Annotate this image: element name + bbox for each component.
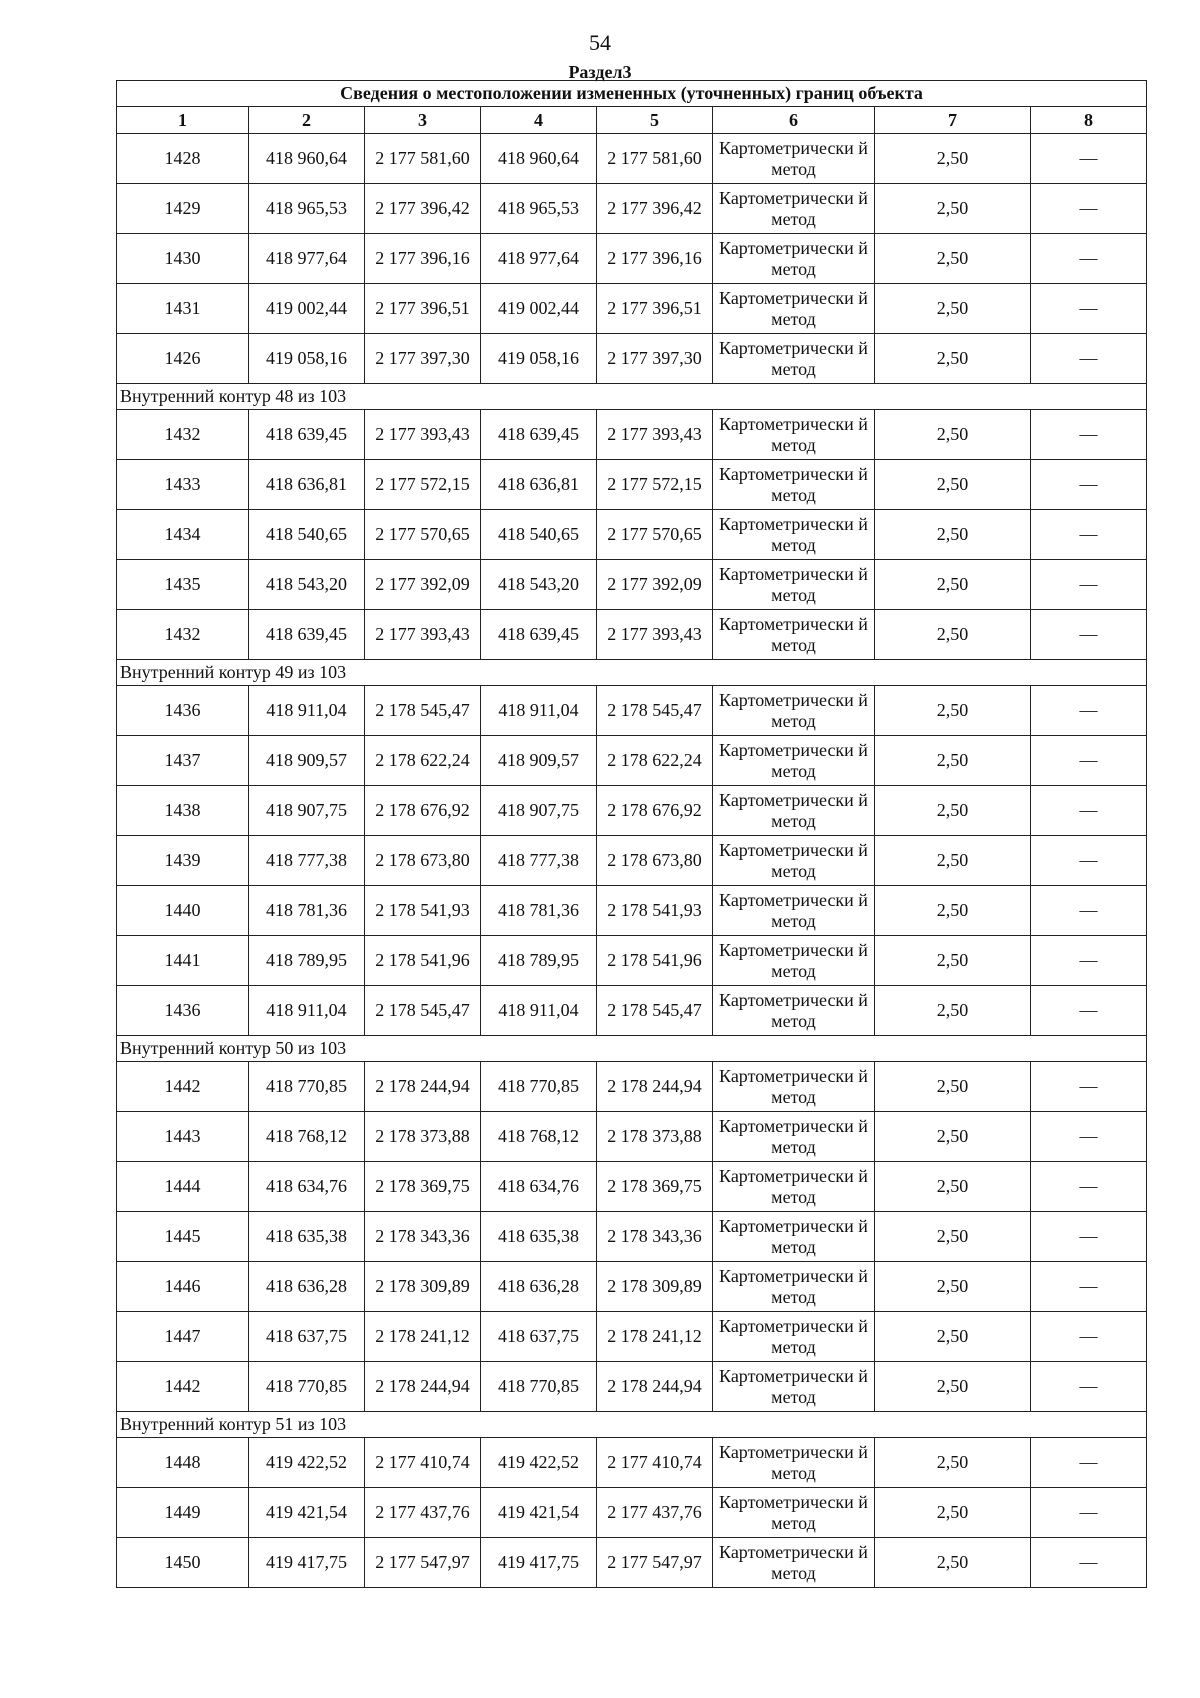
table-row: [117, 986, 1147, 1036]
point-number-cell: 1442: [117, 1062, 249, 1112]
y-new-cell: 2 178 244,94: [597, 1062, 713, 1112]
accuracy-cell: 2,50: [875, 510, 1031, 560]
x-old-cell: 418 636,28: [249, 1262, 365, 1312]
point-number-cell: 1440: [117, 886, 249, 936]
table-row: [117, 334, 1147, 384]
x-old-cell: 418 977,64: [249, 234, 365, 284]
point-number-cell: 1430: [117, 234, 249, 284]
column-number-header: 4: [481, 107, 597, 134]
accuracy-cell: 2,50: [875, 986, 1031, 1036]
method-cell: Картометрически й метод: [713, 1312, 875, 1362]
method-cell: Картометрически й метод: [713, 936, 875, 986]
y-old-cell: 2 178 369,75: [365, 1162, 481, 1212]
contour-label: Внутренний контур 50 из 103: [117, 1036, 1147, 1062]
method-cell: Картометрически й метод: [713, 134, 875, 184]
y-new-cell: 2 177 392,09: [597, 560, 713, 610]
point-number-cell: 1443: [117, 1112, 249, 1162]
x-new-cell: 418 639,45: [481, 610, 597, 660]
x-old-cell: 418 770,85: [249, 1062, 365, 1112]
y-new-cell: 2 178 541,96: [597, 936, 713, 986]
y-old-cell: 2 178 676,92: [365, 786, 481, 836]
x-new-cell: 418 909,57: [481, 736, 597, 786]
table-row: [117, 234, 1147, 284]
contour-header-row: [117, 1036, 1147, 1062]
accuracy-cell: 2,50: [875, 234, 1031, 284]
point-number-cell: 1436: [117, 686, 249, 736]
x-old-cell: 418 639,45: [249, 610, 365, 660]
contour-header-row: [117, 1412, 1147, 1438]
y-new-cell: 2 178 309,89: [597, 1262, 713, 1312]
x-new-cell: 418 637,75: [481, 1312, 597, 1362]
description-cell: —: [1031, 460, 1147, 510]
table-row: [117, 184, 1147, 234]
method-cell: Картометрически й метод: [713, 284, 875, 334]
method-cell: Картометрически й метод: [713, 1162, 875, 1212]
method-cell: Картометрически й метод: [713, 1538, 875, 1588]
y-old-cell: 2 177 547,97: [365, 1538, 481, 1588]
point-number-cell: 1432: [117, 410, 249, 460]
x-old-cell: 418 960,64: [249, 134, 365, 184]
accuracy-cell: 2,50: [875, 1112, 1031, 1162]
point-number-cell: 1428: [117, 134, 249, 184]
table-row: [117, 786, 1147, 836]
y-old-cell: 2 178 673,80: [365, 836, 481, 886]
x-new-cell: 418 977,64: [481, 234, 597, 284]
table-row: [117, 886, 1147, 936]
method-cell: Картометрически й метод: [713, 460, 875, 510]
x-new-cell: 419 002,44: [481, 284, 597, 334]
y-old-cell: 2 177 393,43: [365, 610, 481, 660]
method-cell: Картометрически й метод: [713, 560, 875, 610]
method-cell: Картометрически й метод: [713, 410, 875, 460]
x-new-cell: 418 770,85: [481, 1062, 597, 1112]
y-new-cell: 2 178 545,47: [597, 986, 713, 1036]
y-old-cell: 2 177 396,51: [365, 284, 481, 334]
description-cell: —: [1031, 686, 1147, 736]
y-old-cell: 2 177 437,76: [365, 1488, 481, 1538]
y-new-cell: 2 177 410,74: [597, 1438, 713, 1488]
x-old-cell: 419 417,75: [249, 1538, 365, 1588]
point-number-cell: 1429: [117, 184, 249, 234]
method-cell: Картометрически й метод: [713, 686, 875, 736]
description-cell: —: [1031, 560, 1147, 610]
y-old-cell: 2 178 545,47: [365, 986, 481, 1036]
description-cell: —: [1031, 134, 1147, 184]
x-old-cell: 418 965,53: [249, 184, 365, 234]
x-new-cell: 418 636,28: [481, 1262, 597, 1312]
point-number-cell: 1449: [117, 1488, 249, 1538]
accuracy-cell: 2,50: [875, 1062, 1031, 1112]
contour-header-row: [117, 384, 1147, 410]
table-row: [117, 1212, 1147, 1262]
point-number-cell: 1434: [117, 510, 249, 560]
x-old-cell: 418 911,04: [249, 986, 365, 1036]
description-cell: —: [1031, 1362, 1147, 1412]
y-new-cell: 2 178 244,94: [597, 1362, 713, 1412]
method-cell: Картометрически й метод: [713, 786, 875, 836]
description-cell: —: [1031, 786, 1147, 836]
point-number-cell: 1445: [117, 1212, 249, 1262]
table-row: [117, 736, 1147, 786]
table-row: [117, 936, 1147, 986]
accuracy-cell: 2,50: [875, 786, 1031, 836]
section-title: Раздел3: [568, 62, 632, 82]
point-number-cell: 1433: [117, 460, 249, 510]
y-old-cell: 2 178 241,12: [365, 1312, 481, 1362]
table-row: [117, 1538, 1147, 1588]
description-cell: —: [1031, 736, 1147, 786]
y-new-cell: 2 178 373,88: [597, 1112, 713, 1162]
y-new-cell: 2 177 570,65: [597, 510, 713, 560]
contour-label: Внутренний контур 51 из 103: [117, 1412, 1147, 1438]
table-row: [117, 1488, 1147, 1538]
point-number-cell: 1432: [117, 610, 249, 660]
point-number-cell: 1442: [117, 1362, 249, 1412]
point-number-cell: 1444: [117, 1162, 249, 1212]
x-old-cell: 418 635,38: [249, 1212, 365, 1262]
description-cell: —: [1031, 1488, 1147, 1538]
method-cell: Картометрически й метод: [713, 334, 875, 384]
method-cell: Картометрически й метод: [713, 1488, 875, 1538]
y-new-cell: 2 178 541,93: [597, 886, 713, 936]
point-number-cell: 1448: [117, 1438, 249, 1488]
accuracy-cell: 2,50: [875, 410, 1031, 460]
y-new-cell: 2 177 393,43: [597, 410, 713, 460]
point-number-cell: 1436: [117, 986, 249, 1036]
x-old-cell: 418 639,45: [249, 410, 365, 460]
x-old-cell: 419 058,16: [249, 334, 365, 384]
method-cell: Картометрически й метод: [713, 510, 875, 560]
x-new-cell: 418 911,04: [481, 986, 597, 1036]
accuracy-cell: 2,50: [875, 134, 1031, 184]
method-cell: Картометрически й метод: [713, 736, 875, 786]
table-row: [117, 686, 1147, 736]
x-old-cell: 418 907,75: [249, 786, 365, 836]
y-old-cell: 2 178 622,24: [365, 736, 481, 786]
x-new-cell: 419 058,16: [481, 334, 597, 384]
y-new-cell: 2 177 396,42: [597, 184, 713, 234]
y-old-cell: 2 178 373,88: [365, 1112, 481, 1162]
x-new-cell: 418 639,45: [481, 410, 597, 460]
x-old-cell: 419 421,54: [249, 1488, 365, 1538]
description-cell: —: [1031, 610, 1147, 660]
x-new-cell: 418 789,95: [481, 936, 597, 986]
description-cell: —: [1031, 1262, 1147, 1312]
y-old-cell: 2 177 397,30: [365, 334, 481, 384]
description-cell: —: [1031, 1062, 1147, 1112]
table-row: [117, 134, 1147, 184]
y-old-cell: 2 177 570,65: [365, 510, 481, 560]
description-cell: —: [1031, 936, 1147, 986]
method-cell: Картометрически й метод: [713, 1112, 875, 1162]
description-cell: —: [1031, 184, 1147, 234]
table-caption-row: [117, 81, 1147, 107]
table-row: [117, 410, 1147, 460]
y-new-cell: 2 178 676,92: [597, 786, 713, 836]
contour-header-row: [117, 660, 1147, 686]
y-new-cell: 2 178 673,80: [597, 836, 713, 886]
point-number-cell: 1441: [117, 936, 249, 986]
x-old-cell: 419 422,52: [249, 1438, 365, 1488]
x-old-cell: 418 540,65: [249, 510, 365, 560]
x-old-cell: 418 770,85: [249, 1362, 365, 1412]
table-caption: Сведения о местоположении измененных (уточненных) границ объекта: [117, 81, 1147, 107]
y-old-cell: 2 178 244,94: [365, 1362, 481, 1412]
accuracy-cell: 2,50: [875, 1212, 1031, 1262]
y-new-cell: 2 177 396,16: [597, 234, 713, 284]
y-old-cell: 2 178 309,89: [365, 1262, 481, 1312]
method-cell: Картометрически й метод: [713, 610, 875, 660]
y-new-cell: 2 178 622,24: [597, 736, 713, 786]
accuracy-cell: 2,50: [875, 736, 1031, 786]
x-new-cell: 418 965,53: [481, 184, 597, 234]
table-row: [117, 1362, 1147, 1412]
table-row: [117, 1312, 1147, 1362]
y-old-cell: 2 177 393,43: [365, 410, 481, 460]
accuracy-cell: 2,50: [875, 1162, 1031, 1212]
table-row: [117, 510, 1147, 560]
y-old-cell: 2 177 572,15: [365, 460, 481, 510]
point-number-cell: 1426: [117, 334, 249, 384]
column-number-header: 1: [117, 107, 249, 134]
accuracy-cell: 2,50: [875, 1488, 1031, 1538]
x-new-cell: 418 768,12: [481, 1112, 597, 1162]
x-old-cell: 418 909,57: [249, 736, 365, 786]
x-new-cell: 419 422,52: [481, 1438, 597, 1488]
y-old-cell: 2 178 545,47: [365, 686, 481, 736]
x-old-cell: 418 789,95: [249, 936, 365, 986]
contour-label: Внутренний контур 48 из 103: [117, 384, 1147, 410]
page-number: 54: [589, 30, 611, 55]
y-old-cell: 2 177 396,16: [365, 234, 481, 284]
x-new-cell: 418 911,04: [481, 686, 597, 736]
description-cell: —: [1031, 510, 1147, 560]
x-old-cell: 418 543,20: [249, 560, 365, 610]
method-cell: Картометрически й метод: [713, 1262, 875, 1312]
y-new-cell: 2 177 396,51: [597, 284, 713, 334]
x-new-cell: 418 636,81: [481, 460, 597, 510]
accuracy-cell: 2,50: [875, 686, 1031, 736]
method-cell: Картометрически й метод: [713, 1212, 875, 1262]
y-new-cell: 2 178 241,12: [597, 1312, 713, 1362]
x-new-cell: 419 421,54: [481, 1488, 597, 1538]
method-cell: Картометрически й метод: [713, 1438, 875, 1488]
description-cell: —: [1031, 1112, 1147, 1162]
column-number-header: 7: [875, 107, 1031, 134]
description-cell: —: [1031, 986, 1147, 1036]
table-row: [117, 1062, 1147, 1112]
table-row: [117, 1438, 1147, 1488]
column-number-header: 6: [713, 107, 875, 134]
point-number-cell: 1446: [117, 1262, 249, 1312]
y-new-cell: 2 178 343,36: [597, 1212, 713, 1262]
x-new-cell: 418 540,65: [481, 510, 597, 560]
table-row: [117, 284, 1147, 334]
x-new-cell: 418 960,64: [481, 134, 597, 184]
y-old-cell: 2 178 541,93: [365, 886, 481, 936]
y-old-cell: 2 177 581,60: [365, 134, 481, 184]
y-old-cell: 2 178 343,36: [365, 1212, 481, 1262]
x-old-cell: 418 777,38: [249, 836, 365, 886]
y-old-cell: 2 178 244,94: [365, 1062, 481, 1112]
method-cell: Картометрически й метод: [713, 886, 875, 936]
column-number-header: 8: [1031, 107, 1147, 134]
description-cell: —: [1031, 836, 1147, 886]
table-row: [117, 1262, 1147, 1312]
accuracy-cell: 2,50: [875, 184, 1031, 234]
point-number-cell: 1435: [117, 560, 249, 610]
y-new-cell: 2 178 545,47: [597, 686, 713, 736]
method-cell: Картометрически й метод: [713, 234, 875, 284]
x-old-cell: 418 781,36: [249, 886, 365, 936]
accuracy-cell: 2,50: [875, 1438, 1031, 1488]
column-number-header: 3: [365, 107, 481, 134]
x-new-cell: 418 907,75: [481, 786, 597, 836]
y-old-cell: 2 177 392,09: [365, 560, 481, 610]
x-new-cell: 418 777,38: [481, 836, 597, 886]
table-row: [117, 836, 1147, 886]
x-old-cell: 419 002,44: [249, 284, 365, 334]
description-cell: —: [1031, 1162, 1147, 1212]
table-row: [117, 610, 1147, 660]
x-old-cell: 418 636,81: [249, 460, 365, 510]
table-row: [117, 460, 1147, 510]
column-numbers-row: [117, 107, 1147, 134]
point-number-cell: 1438: [117, 786, 249, 836]
accuracy-cell: 2,50: [875, 334, 1031, 384]
x-new-cell: 418 781,36: [481, 886, 597, 936]
description-cell: —: [1031, 1212, 1147, 1262]
table-row: [117, 1112, 1147, 1162]
table-body: [117, 134, 1147, 1588]
description-cell: —: [1031, 1438, 1147, 1488]
accuracy-cell: 2,50: [875, 936, 1031, 986]
accuracy-cell: 2,50: [875, 1362, 1031, 1412]
method-cell: Картометрически й метод: [713, 1362, 875, 1412]
x-new-cell: 419 417,75: [481, 1538, 597, 1588]
table-row: [117, 1162, 1147, 1212]
x-old-cell: 418 634,76: [249, 1162, 365, 1212]
description-cell: —: [1031, 334, 1147, 384]
y-new-cell: 2 177 547,97: [597, 1538, 713, 1588]
x-old-cell: 418 911,04: [249, 686, 365, 736]
y-new-cell: 2 178 369,75: [597, 1162, 713, 1212]
point-number-cell: 1447: [117, 1312, 249, 1362]
description-cell: —: [1031, 234, 1147, 284]
accuracy-cell: 2,50: [875, 610, 1031, 660]
x-new-cell: 418 634,76: [481, 1162, 597, 1212]
column-number-header: 2: [249, 107, 365, 134]
x-new-cell: 418 543,20: [481, 560, 597, 610]
y-new-cell: 2 177 393,43: [597, 610, 713, 660]
description-cell: —: [1031, 410, 1147, 460]
x-old-cell: 418 768,12: [249, 1112, 365, 1162]
accuracy-cell: 2,50: [875, 460, 1031, 510]
description-cell: —: [1031, 284, 1147, 334]
contour-label: Внутренний контур 49 из 103: [117, 660, 1147, 686]
point-number-cell: 1431: [117, 284, 249, 334]
accuracy-cell: 2,50: [875, 1262, 1031, 1312]
accuracy-cell: 2,50: [875, 1312, 1031, 1362]
method-cell: Картометрически й метод: [713, 184, 875, 234]
point-number-cell: 1450: [117, 1538, 249, 1588]
x-old-cell: 418 637,75: [249, 1312, 365, 1362]
point-number-cell: 1439: [117, 836, 249, 886]
y-old-cell: 2 177 410,74: [365, 1438, 481, 1488]
method-cell: Картометрически й метод: [713, 1062, 875, 1112]
accuracy-cell: 2,50: [875, 560, 1031, 610]
description-cell: —: [1031, 886, 1147, 936]
accuracy-cell: 2,50: [875, 1538, 1031, 1588]
description-cell: —: [1031, 1538, 1147, 1588]
x-new-cell: 418 635,38: [481, 1212, 597, 1262]
description-cell: —: [1031, 1312, 1147, 1362]
accuracy-cell: 2,50: [875, 886, 1031, 936]
point-number-cell: 1437: [117, 736, 249, 786]
table-row: [117, 560, 1147, 610]
accuracy-cell: 2,50: [875, 284, 1031, 334]
y-old-cell: 2 177 396,42: [365, 184, 481, 234]
boundary-coordinates-table: [116, 80, 1147, 1588]
x-new-cell: 418 770,85: [481, 1362, 597, 1412]
column-number-header: 5: [597, 107, 713, 134]
method-cell: Картометрически й метод: [713, 986, 875, 1036]
y-new-cell: 2 177 397,30: [597, 334, 713, 384]
y-new-cell: 2 177 581,60: [597, 134, 713, 184]
y-new-cell: 2 177 572,15: [597, 460, 713, 510]
method-cell: Картометрически й метод: [713, 836, 875, 886]
y-old-cell: 2 178 541,96: [365, 936, 481, 986]
accuracy-cell: 2,50: [875, 836, 1031, 886]
y-new-cell: 2 177 437,76: [597, 1488, 713, 1538]
